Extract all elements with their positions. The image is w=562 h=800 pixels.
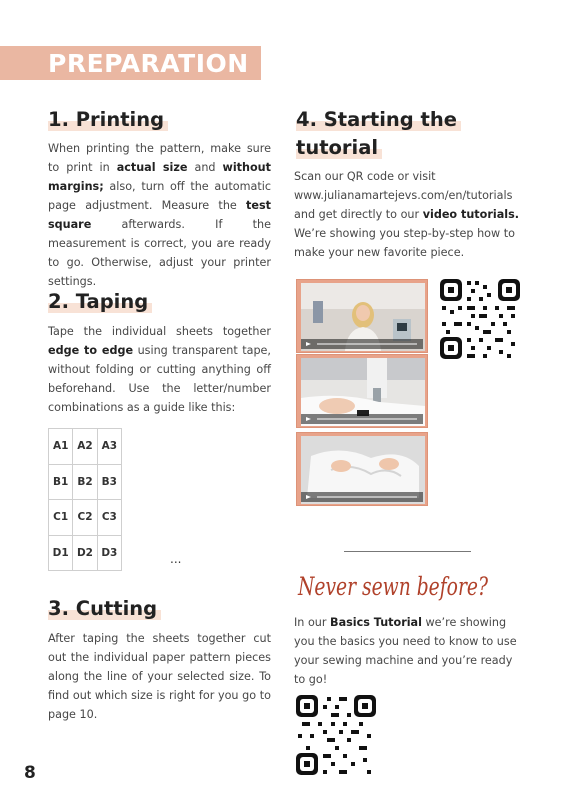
text-run: We’re showing you step-by-step how to make your new favorite piece. [294,227,515,259]
section-title-tutorial: 4. Starting the [296,108,461,132]
grid-cell: C1 [49,500,73,536]
grid-cell: C2 [73,500,97,536]
never-sewn-before-heading [296,561,492,607]
grid-cell: A1 [49,429,73,465]
sewing-machine-video-thumbnail[interactable] [296,354,428,428]
sheet-grid-table [48,428,122,571]
text-run: afterwards. If the measurement is correct, you are ready to go. Otherwise, adjust your printer settings. [48,218,271,288]
tutorial-qr-code-icon[interactable] [440,279,520,359]
section-title-printing: 1. Printing [48,108,168,132]
grid-cell: A2 [73,429,97,465]
bold-run: without margins; [48,161,271,193]
grid-cell: D3 [97,535,121,571]
section-title-taping: 2. Taping [48,290,152,314]
bold-run: actual size [116,161,188,174]
video-control-bar[interactable] [301,492,423,502]
grid-cell: B3 [97,464,121,500]
text-run: Scan our QR code or visit www.julianamartejevs.com/en/tutorials and get directly to our [294,170,513,221]
section-title-cutting: 3. Cutting [48,597,161,621]
grid-ellipsis: ... [170,552,182,566]
fabric-hands-video-thumbnail[interactable] [296,432,428,506]
video-control-bar[interactable] [301,339,423,349]
text-run: Tape the individual sheets together [48,325,271,338]
grid-cell: B2 [73,464,97,500]
section-title-tutorial-line2: tutorial [296,136,382,160]
text-run: using transparent tape, without folding or cutting anything off beforehand. Use the letter/number combinations as a guide like this: [48,344,271,414]
printing-paragraph [48,139,271,291]
grid-cell: C3 [97,500,121,536]
grid-row [49,535,122,571]
grid-cell: A3 [97,429,121,465]
text-run: also, turn off the automatic page adjustment. Measure the [48,180,271,212]
woman-presenter-video-thumbnail[interactable] [296,279,428,353]
script-heading-text: Never sewn before? [297,572,489,601]
bold-run: video tutorials. [422,208,519,221]
grid-cell: D2 [73,535,97,571]
grid-row [49,500,122,536]
basics-qr-code-icon[interactable] [296,695,376,775]
video-control-bar[interactable] [301,414,423,424]
bold-run: Basics Tutorial [330,616,422,629]
bold-run: test square [48,199,271,231]
taping-paragraph [48,322,271,417]
grid-row [49,429,122,465]
section-divider [344,551,471,552]
text-run: After taping the sheets together cut out the individual paper pattern pieces along the line of your selected size. To find out which size is right for you go to page 10. [48,632,271,721]
text-run: and [187,161,223,174]
page-number: 8 [24,763,36,783]
page-title: PREPARATION [48,49,249,78]
basics-paragraph [294,613,524,689]
grid-row [49,464,122,500]
bold-run: edge to edge [48,344,134,357]
cutting-paragraph [48,629,271,724]
text-run: When printing the pattern, make sure to print in [48,142,271,174]
grid-cell: B1 [49,464,73,500]
grid-cell: D1 [49,535,73,571]
text-run: In our [294,616,331,629]
text-run: we’re showing you the basics you need to know to use your sewing machine and you’re ready to go! [294,616,517,686]
tutorial-paragraph [294,167,524,262]
